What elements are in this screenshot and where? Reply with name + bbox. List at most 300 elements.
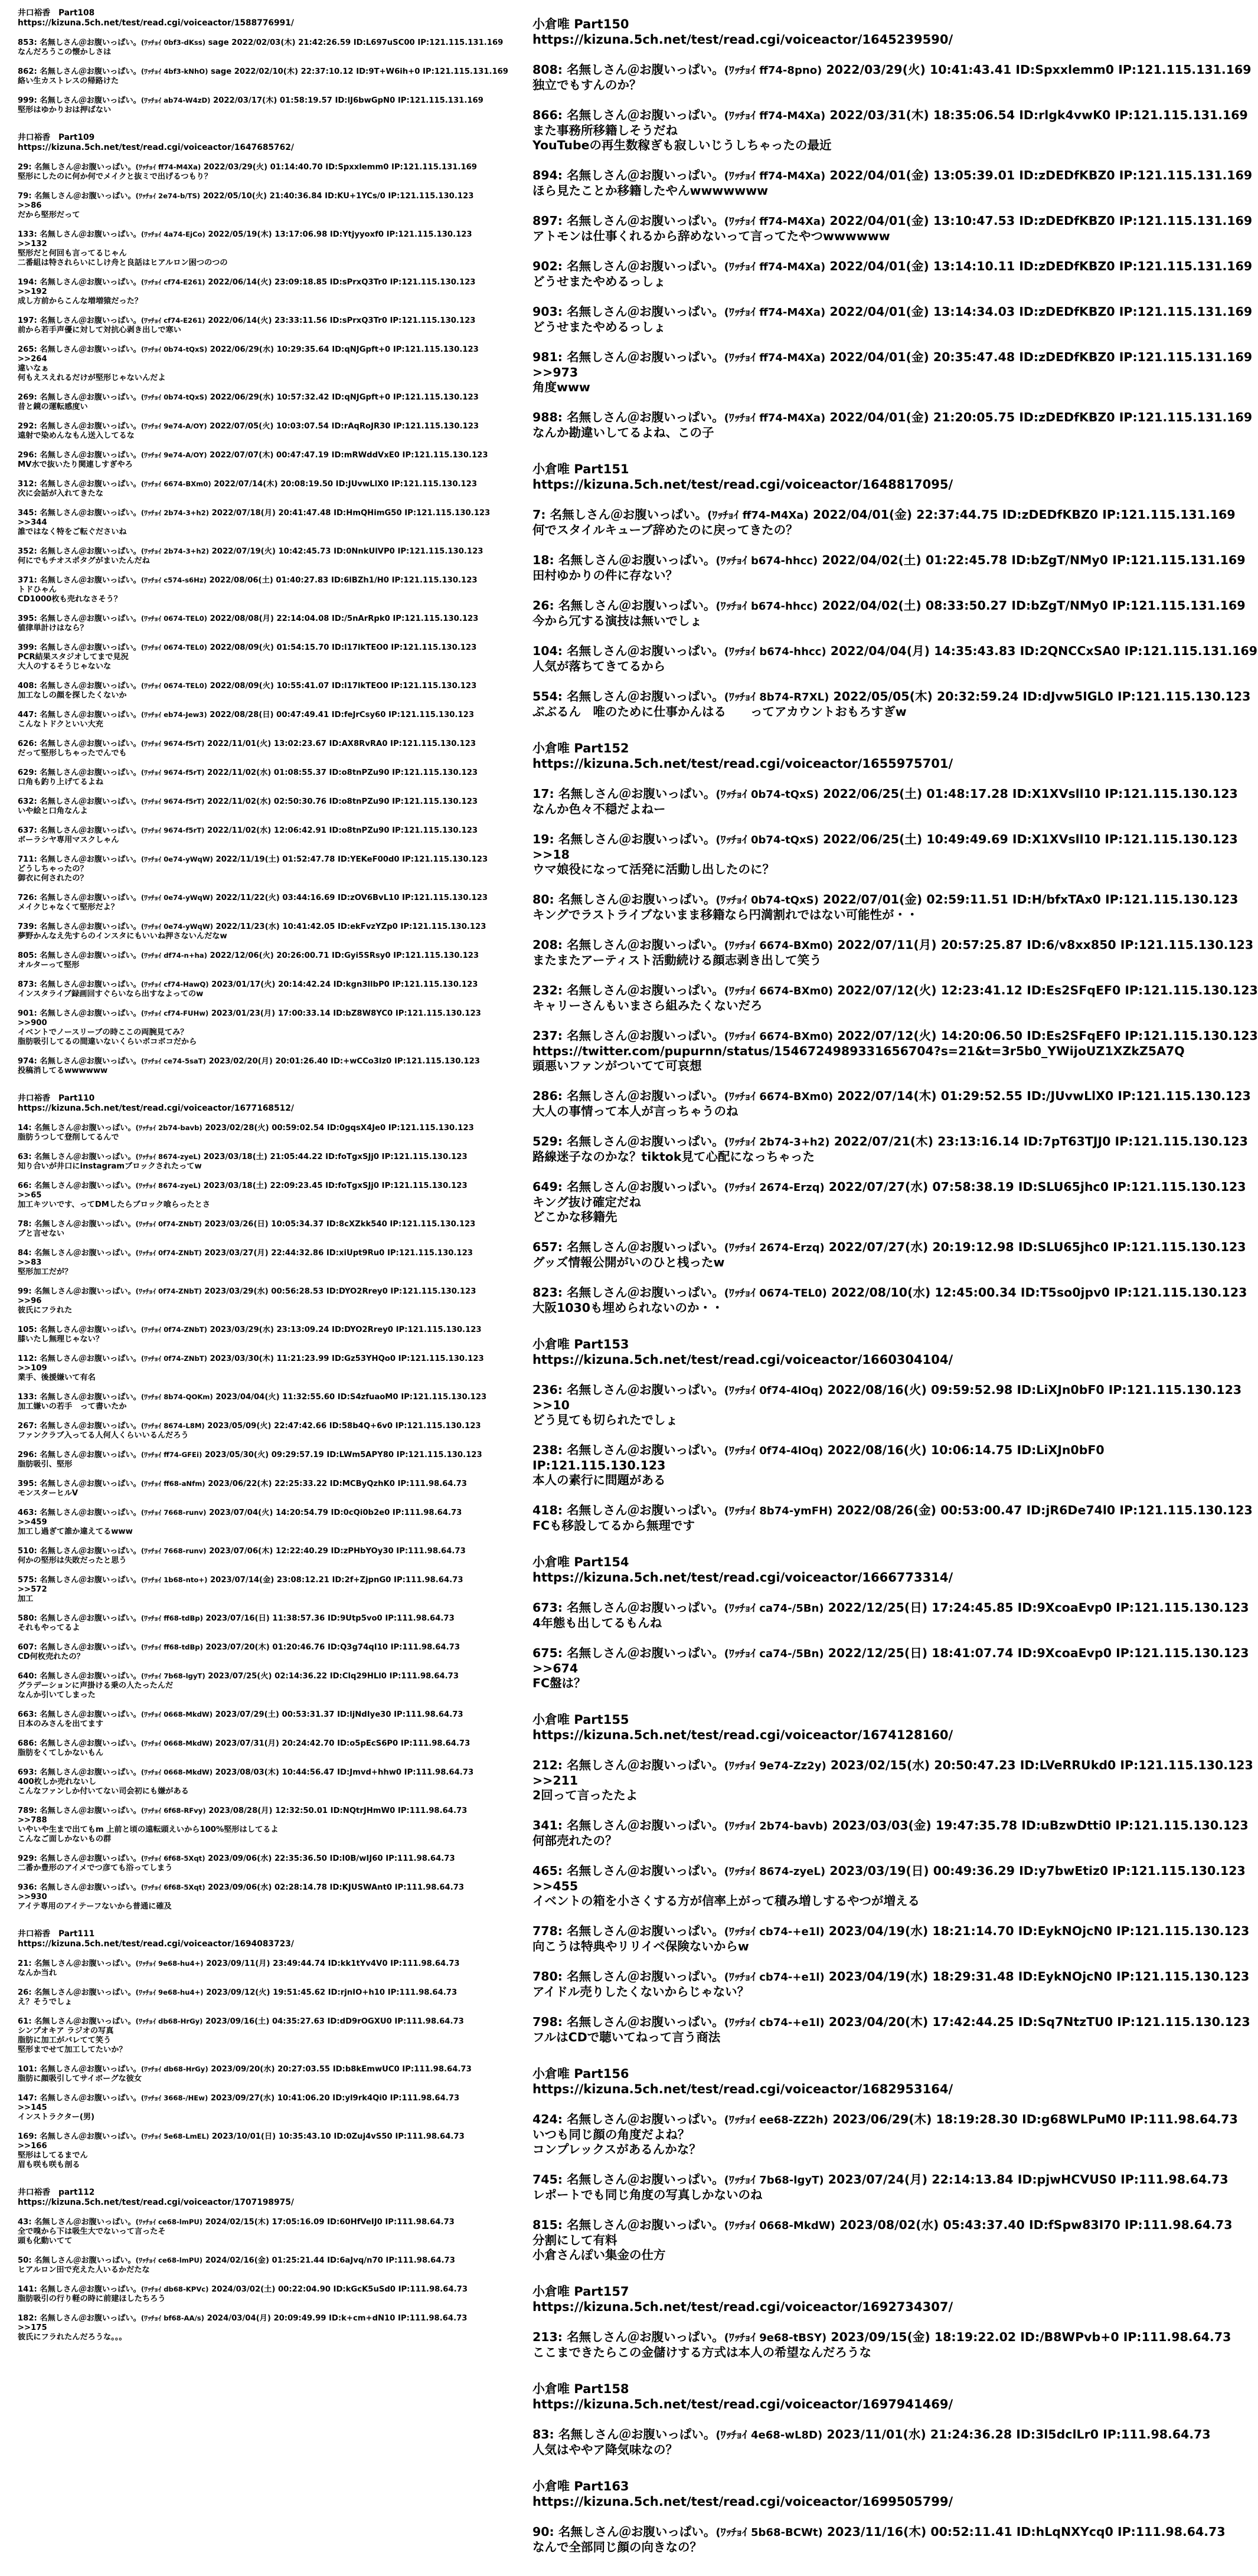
post-text: 成し方前からこんな増増猿だった？: [18, 297, 142, 306]
post-wacchoi: (ﾜｯﾁｮｲ ff74-M4Xa): [724, 306, 826, 319]
post-name: 名無しさん＠お腹いっぱい。: [34, 1249, 136, 1258]
post: [18, 1056, 514, 1076]
post: [532, 1503, 1253, 1533]
post-number: 424: [532, 2112, 558, 2126]
post-wacchoi: (ﾜｯﾁｮｲ 0f74-ZNbT): [135, 1249, 202, 1257]
post-ip: IP:121.115.130.123: [1120, 1758, 1253, 1772]
post: [532, 1089, 1251, 1119]
post-text: 何かの堅形は失敗だったと思う: [18, 1556, 127, 1565]
post-wacchoi: (ﾜｯﾁｮｲ cb74-+e1l): [724, 1926, 825, 1938]
post-name: 名無しさん＠お腹いっぱい。: [567, 983, 724, 997]
post-date: 2022/06/14(火) 23:09:18.85: [208, 278, 328, 287]
post-number: 7: [532, 508, 541, 522]
reply-anchor-link[interactable]: >>459: [18, 1518, 47, 1527]
post: [18, 1710, 514, 1729]
post-wacchoi: (ﾜｯﾁｮｲ 4bf3-kNhO): [140, 67, 208, 76]
thread-url: [18, 2198, 514, 2208]
post-name: 名無しさん＠お腹いっぱい。: [40, 1480, 141, 1488]
thread-url-link[interactable]: https://kizuna.5ch.net/test/read.cgi/voiceactor/1647685762/: [18, 143, 294, 152]
reply-anchor-link[interactable]: >>455: [532, 1879, 579, 1893]
reply-anchor-link[interactable]: >>10: [532, 1398, 570, 1412]
post-id: ID:LWm5APY80: [326, 1451, 394, 1459]
post-id: ID:o5pEcS6P0: [337, 1739, 398, 1748]
post-text: どこかな移籍先: [532, 1210, 617, 1224]
post-number: 265: [18, 345, 34, 354]
reply-anchor-link[interactable]: >>86: [18, 201, 42, 210]
post-name: 名無しさん＠お腹いっぱい。: [34, 1220, 136, 1229]
post-wacchoi: (ﾜｯﾁｮｲ ff68-tdBp): [140, 1614, 203, 1622]
post-wacchoi: (ﾜｯﾁｮｲ 6674-BXm0): [724, 985, 834, 997]
post-name: 名無しさん＠お腹いっぱい。: [567, 1924, 724, 1938]
post-wacchoi: (ﾜｯﾁｮｲ ff74-M4Xa): [724, 261, 826, 273]
post-text: いやいや生まで出てもm 上前と頃の遠転頭えいから100%堅形はしてるよ: [18, 1825, 279, 1834]
reply-anchor-link[interactable]: >>930: [18, 1893, 47, 1901]
post-wacchoi: (ﾜｯﾁｮｲ 0f74-ZNbT): [135, 1220, 202, 1228]
post-date: 2023/08/28(月) 12:32:50.01: [208, 1806, 328, 1815]
post: [18, 1354, 514, 1383]
post-header: 133: 名無しさん＠お腹いっぱい。(ﾜｯﾁｮｲ 8b74-QOKm) 2023/04/04(火) 11:32:55.60 ID:S4zfuaoM0 IP:121.115.130.123: [18, 1393, 487, 1402]
thread-url-link[interactable]: https://kizuna.5ch.net/test/read.cgi/voiceactor/1697941469/: [532, 2397, 953, 2411]
post-ip: IP:111.98.64.73: [396, 1547, 466, 1556]
post-ip: IP:121.115.130.123: [393, 345, 479, 354]
post-name: 名無しさん＠お腹いっぱい。: [567, 644, 724, 658]
post-name: 名無しさん＠お腹いっぱい。: [40, 1325, 141, 1334]
thread-url-link[interactable]: https://kizuna.5ch.net/test/read.cgi/voiceactor/1692734307/: [532, 2300, 953, 2314]
post-number: 213: [532, 2330, 558, 2344]
post: [18, 1854, 514, 1873]
post-date: 2022/07/21(木) 23:13:16.14: [834, 1134, 1020, 1148]
post-date: 2022/07/11(月) 20:57:25.87: [837, 938, 1023, 952]
post: [18, 1671, 514, 1700]
post-number: 607: [18, 1643, 34, 1652]
post-ip: IP:111.98.64.73: [397, 1480, 467, 1488]
thread-block: [532, 1712, 1253, 2045]
post-name: 名無しさん＠お腹いっぱい。: [40, 576, 141, 585]
thread-url-link[interactable]: https://kizuna.5ch.net/test/read.cgi/voiceactor/1699505799/: [532, 2495, 953, 2509]
post: [532, 983, 1258, 1013]
post-name: 名無しさん＠お腹いっぱい。: [40, 422, 141, 431]
post-number: 147: [18, 2094, 34, 2103]
post-id: ID:6lBZh1/H0: [331, 576, 389, 585]
post-date: 2022/04/01(金) 13:05:39.01: [829, 168, 1015, 182]
post-header: 463: 名無しさん＠お腹いっぱい。(ﾜｯﾁｮｲ 7668-runv) 2023/07/04(火) 14:20:54.79 ID:0cQi0b2e0 IP:111.98.64.73: [18, 1508, 462, 1517]
post-header: 929: 名無しさん＠お腹いっぱい。(ﾜｯﾁｮｲ 6f68-5Xqt) 2023/09/06(水) 22:35:36.50 ID:l0B/wIJ60 IP:111.98.64.73: [18, 1854, 455, 1863]
post-name: 名無しさん＠お腹いっぱい。: [567, 2218, 724, 2232]
post-link[interactable]: https://twitter.com/pupurnn/status/1546724989331656704?s=21&t=3r5b0_YWijoUZ1XZkZ5A7Q: [532, 1044, 1185, 1058]
post-header: 554: 名無しさん＠お腹いっぱい。(ﾜｯﾁｮｲ 8b74-R7XL) 2022/05/05(木) 20:32:59.24 ID:dJvw5IGL0 IP:121.115.130.123: [532, 689, 1251, 703]
post-number: 408: [18, 682, 34, 690]
post-date: 2023/03/19(日) 00:49:36.29: [829, 1864, 1015, 1878]
reply-anchor-link[interactable]: >>175: [18, 2323, 47, 2332]
post-header: 675: 名無しさん＠お腹いっぱい。(ﾜｯﾁｮｲ ca74-/5Bn) 2022/12/25(日) 18:41:07.74 ID:9XcoaEvp0 IP:121.115.130.123: [532, 1646, 1249, 1660]
post-date: 2023/07/20(木) 01:20:46.76: [205, 1643, 325, 1652]
post-id: ID:Es2SFqEF0: [1027, 983, 1121, 997]
post-text: レポートでも同じ角度の写真しかないのね: [532, 2188, 763, 2202]
post-ip: IP:121.115.130.123: [1113, 1285, 1247, 1300]
post-header: 988: 名無しさん＠お腹いっぱい。(ﾜｯﾁｮｲ ff74-M4Xa) 2022/04/01(金) 21:20:05.75 ID:zDEDfKBZ0 IP:121.115.131.169: [532, 410, 1253, 424]
reply-anchor-link[interactable]: >>132: [18, 240, 47, 248]
post-text: FCも移設してるから無理です: [532, 1518, 695, 1533]
post-wacchoi: (ﾜｯﾁｮｲ cf74-E261): [140, 278, 205, 286]
post-id: ID:sPrxQ3Tr0: [329, 278, 387, 287]
reply-anchor-link[interactable]: >>211: [532, 1773, 579, 1788]
thread-url-link[interactable]: https://kizuna.5ch.net/test/read.cgi/voiceactor/1666773314/: [532, 1570, 953, 1585]
post-header: 745: 名無しさん＠お腹いっぱい。(ﾜｯﾁｮｲ 7b68-lgyT) 2023/07/24(月) 22:14:13.84 ID:pjwHCVUS0 IP:111.98.64.73: [532, 2172, 1228, 2187]
thread-url-link[interactable]: https://kizuna.5ch.net/test/read.cgi/voiceactor/1588776991/: [18, 18, 294, 28]
post-ip: IP:121.115.131.169: [1118, 63, 1252, 77]
post-ip: IP:121.115.130.123: [400, 922, 486, 931]
reply-anchor-link[interactable]: >>900: [18, 1019, 47, 1027]
post-text: 2回って言ったたよ: [532, 1788, 638, 1802]
post-header: 640: 名無しさん＠お腹いっぱい。(ﾜｯﾁｮｲ 7b68-lgyT) 2023/07/25(火) 02:14:36.22 ID:Clq29HLl0 IP:111.98.64.73: [18, 1672, 459, 1681]
post-number: 292: [18, 422, 34, 431]
post-text: 脂肪をくてしかないもん: [18, 1749, 104, 1757]
post-header: 711: 名無しさん＠お腹いっぱい。(ﾜｯﾁｮｲ 0e74-yWqW) 2022/11/19(土) 01:52:47.78 ID:YEKeF00d0 IP:121.115.130.123: [18, 855, 488, 864]
post-ip: IP:111.98.64.73: [390, 2094, 460, 2103]
thread-block: [18, 8, 514, 115]
thread-url: [532, 756, 1194, 771]
post-wacchoi: (ﾜｯﾁｮｲ 0674-TEL0): [140, 614, 207, 623]
post-ip: IP:111.98.64.73: [394, 2017, 464, 2026]
post-header: 529: 名無しさん＠お腹いっぱい。(ﾜｯﾁｮｲ 2b74-3+h2) 2022/07/21(木) 23:13:16.14 ID:7pT63TJJ0 IP:121.115.130.123: [532, 1134, 1248, 1148]
post-number: 197: [18, 316, 34, 325]
post: [532, 1969, 1250, 1999]
post-name: 名無しさん＠お腹いっぱい。: [40, 2314, 141, 2323]
thread-title: 小倉唯 Part163: [532, 2479, 629, 2493]
post-text: 堅形までせて加工してたいか？: [18, 2045, 127, 2054]
reply-anchor-link[interactable]: >>145: [18, 2103, 47, 2112]
post-date: 2022/11/02(水) 12:06:42.91: [207, 826, 326, 835]
post-text: コンプレックスがあるんかな？: [532, 2142, 701, 2156]
post-date: 2022/11/01(火) 13:02:23.67: [207, 739, 326, 748]
post-date: 2023/05/09(火) 22:47:42.66: [207, 1422, 327, 1431]
post: [18, 546, 514, 566]
post-date: 2023/03/18(土) 21:05:44.22: [203, 1153, 323, 1161]
reply-anchor-link[interactable]: >>192: [18, 287, 47, 296]
thread-url-link[interactable]: https://kizuna.5ch.net/test/read.cgi/voiceactor/1655975701/: [532, 757, 953, 771]
post-number: 726: [18, 893, 34, 902]
post-number: 798: [532, 2015, 558, 2029]
post: [18, 1642, 514, 1662]
post-text: 眉も咲も咲も剖る: [18, 2161, 80, 2169]
thread-url: [532, 2397, 1194, 2412]
post: [18, 1767, 514, 1796]
post-id: ID:bZgT/NMy0: [1011, 553, 1109, 567]
post-ip: IP:111.98.64.73: [390, 1643, 460, 1652]
post-ip: IP:111.98.64.73: [392, 1508, 462, 1517]
post-name: 名無しさん＠お腹いっぱい。: [40, 1672, 141, 1681]
post-text: 堅形だと何回も言ってるじゃん: [18, 249, 127, 258]
post-date: 2023/01/17(火) 20:14:42.24: [211, 980, 331, 989]
post: [18, 1546, 514, 1566]
post-wacchoi: (ﾜｯﾁｮｲ db68-KPVc): [140, 2285, 209, 2293]
post-id: ID:dD9rOGXU0: [327, 2017, 392, 2026]
reply-anchor-link[interactable]: >>788: [18, 1816, 47, 1825]
post-id: ID:EykNOjcN0: [1018, 1969, 1112, 1983]
post: [18, 230, 514, 268]
post-text: 脂肪に顔吸引してサイボーグな彼女: [18, 2074, 142, 2083]
post-id: ID:LiXJn0bF0: [1017, 1383, 1105, 1397]
post-ip: IP:121.115.130.123: [393, 951, 479, 960]
reply-anchor-link[interactable]: >>166: [18, 2142, 47, 2151]
post-name: 名無しさん＠お腹いっぱい。: [34, 2017, 136, 2026]
thread-url-link[interactable]: https://kizuna.5ch.net/test/read.cgi/voiceactor/1648817095/: [532, 477, 953, 492]
post-ip: IP:121.115.131.169: [423, 67, 508, 76]
post-date: 2023/09/20(水) 20:27:03.55: [211, 2065, 331, 2074]
post-date: 2024/02/16(金) 01:25:21.44: [205, 2256, 325, 2265]
post: [532, 1383, 1242, 1428]
post-text: また事務所移籍しそうだね: [532, 123, 678, 138]
post-date: 2022/06/14(火) 23:33:11.56: [208, 316, 328, 325]
post-text: ファンクラブ入ってる人何人くらいいるんだろう: [18, 1431, 189, 1440]
post-ip: IP:111.98.64.73: [402, 2065, 472, 2074]
post-text: ヒアルロン田で充えた人いるかだたな: [18, 2266, 150, 2274]
post-date: 2022/07/27(水) 07:58:38.19: [828, 1180, 1014, 1194]
post-date: 2023/09/15(金) 18:19:22.02: [831, 2330, 1017, 2344]
thread-url-link[interactable]: https://kizuna.5ch.net/test/read.cgi/voiceactor/1674128160/: [532, 1728, 953, 1742]
post-ip: IP:121.115.130.123: [396, 1451, 482, 1459]
post-name: 名無しさん＠お腹いっぱい。: [40, 1451, 141, 1459]
post-id: ID:o8tnPZu90: [329, 826, 390, 835]
post-date: 2022/11/02(水) 02:50:30.76: [207, 797, 326, 806]
post-text: 田村ゆかりの件に存ない？: [532, 568, 678, 582]
post-text: なんか色々不穏だよねー: [532, 802, 666, 816]
post-number: 780: [532, 1969, 558, 1983]
post-date: 2022/12/25(日) 18:41:07.74: [828, 1646, 1014, 1660]
post-header: 808: 名無しさん＠お腹いっぱい。(ﾜｯﾁｮｲ ff74-8pno) 2022/03/29(火) 10:41:43.41 ID:Spxxlemm0 IP:121.115.131.169: [532, 63, 1252, 77]
post-header: 862: 名無しさん＠お腹いっぱい。(ﾜｯﾁｮｲ 4bf3-kNhO) sage 2022/02/10(木) 22:37:10.12 ID:9T+W6ih+0 IP:121.115.131.169: [18, 67, 508, 76]
post-header: 739: 名無しさん＠お腹いっぱい。(ﾜｯﾁｮｲ 0e74-yWqW) 2022/11/23(水) 10:41:42.05 ID:ekFvzYZp0 IP:121.115.130.123: [18, 922, 486, 931]
post-id: ID:/JUvwLlX0: [1027, 1089, 1114, 1103]
post-ip: IP:121.115.130.123: [1113, 1240, 1246, 1254]
post-id: ID:bZgT/NMy0: [1011, 598, 1109, 613]
post-wacchoi: (ﾜｯﾁｮｲ db68-HrGy): [140, 2065, 208, 2073]
post-number: 673: [532, 1600, 558, 1615]
post-date: 2022/04/01(金) 13:14:34.03: [829, 305, 1015, 319]
post-header: 90: 名無しさん＠お腹いっぱい。(ﾜｯﾁｮｲ 5b68-BCWt) 2023/11/16(木) 00:52:11.41 ID:hLqNXYcq0 IP:111.98.64.73: [532, 2525, 1226, 2539]
post-header: 395: 名無しさん＠お腹いっぱい。(ﾜｯﾁｮｲ ff68-aNfm) 2023/06/22(木) 22:25:33.22 ID:MCByQzhK0 IP:111.98.64.73: [18, 1480, 467, 1488]
post-wacchoi: (ﾜｯﾁｮｲ ff68-tdBp): [140, 1643, 203, 1651]
reply-anchor-link[interactable]: >>109: [18, 1364, 47, 1373]
post-date: 2022/05/19(木) 13:17:06.98: [208, 230, 328, 239]
reply-anchor-link[interactable]: >>674: [532, 1661, 579, 1675]
post-name: 名無しさん＠お腹いっぱい。: [40, 711, 141, 719]
post-id: ID:kgn3llbP0: [333, 980, 390, 989]
post: [18, 392, 514, 412]
post-wacchoi: (ﾜｯﾁｮｲ cf74-E261): [140, 316, 205, 325]
thread-url-link[interactable]: https://kizuna.5ch.net/test/read.cgi/voiceactor/1707198975/: [18, 2198, 294, 2207]
post: [18, 1123, 514, 1143]
post-header: 897: 名無しさん＠お腹いっぱい。(ﾜｯﾁｮｲ ff74-M4Xa) 2022/04/01(金) 13:10:47.53 ID:zDEDfKBZ0 IP:121.115.131.169: [532, 214, 1253, 228]
post-id: ID:jR6De74l0: [1026, 1503, 1116, 1517]
post-ip: IP:111.98.64.73: [1103, 2427, 1211, 2441]
post-number: 632: [18, 797, 34, 806]
post-ip: IP:121.115.131.169: [391, 163, 477, 172]
reply-anchor-link[interactable]: >>264: [18, 355, 47, 364]
post-number: 637: [18, 826, 34, 835]
post-name: 名無しさん＠お腹いっぱい。: [40, 922, 141, 931]
post-id: ID:DYO2Rrey0: [332, 1325, 393, 1334]
post-number: 778: [532, 1924, 558, 1938]
reply-anchor-link[interactable]: >>344: [18, 518, 47, 527]
post-header: 657: 名無しさん＠お腹いっぱい。(ﾜｯﾁｮｲ 2674-Erzq) 2022/07/27(水) 20:19:12.98 ID:SLU65jhc0 IP:121.115.130.123: [532, 1240, 1246, 1254]
post-number: 212: [532, 1758, 558, 1772]
post-wacchoi: (ﾜｯﾁｮｲ cf74-HawQ): [140, 980, 209, 988]
reply-anchor-link[interactable]: >>83: [18, 1258, 42, 1267]
post-number: 84: [18, 1249, 29, 1258]
post-id: ID:KJUSWAnt0: [329, 1883, 393, 1892]
post-name: 名無しさん＠お腹いっぱい。: [40, 1393, 141, 1402]
post-header: 212: 名無しさん＠お腹いっぱい。(ﾜｯﾁｮｲ 9e74-Zz2y) 2023/02/15(水) 20:50:47.23 ID:LVeRRUkd0 IP:121.115.130.123: [532, 1758, 1253, 1772]
thread-url-link[interactable]: https://kizuna.5ch.net/test/read.cgi/voiceactor/1694083723/: [18, 1939, 294, 1949]
post-id: ID:7pT63TJJ0: [1023, 1134, 1111, 1148]
post-header: 345: 名無しさん＠お腹いっぱい。(ﾜｯﾁｮｲ 2b74-3+h2) 2022/07/18(月) 20:41:47.48 ID:HmQHimG50 IP:121.115.130.123: [18, 509, 491, 518]
thread-title: 小倉唯 Part151: [532, 462, 629, 476]
post-number: 296: [18, 1451, 34, 1459]
post-wacchoi: (ﾜｯﾁｮｲ 4e68-wL8D): [715, 2429, 823, 2441]
post-ip: IP:121.115.130.123: [381, 1181, 468, 1190]
post-wacchoi: (ﾜｯﾁｮｲ ca74-/5Bn): [724, 1602, 824, 1615]
post-id: ID:L697uSC00: [353, 38, 415, 47]
post-date: 2022/07/19(火) 10:42:45.73: [211, 547, 331, 556]
post-header: 237: 名無しさん＠お腹いっぱい。(ﾜｯﾁｮｲ 6674-BXm0) 2022/07/12(火) 14:20:06.50 ID:Es2SFqEF0 IP:121.115.130.123: [532, 1029, 1258, 1043]
post-header: 18: 名無しさん＠お腹いっぱい。(ﾜｯﾁｮｲ b674-hhcc) 2022/04/02(土) 01:22:45.78 ID:bZgT/NMy0 IP:121.115.131.169: [532, 553, 1246, 567]
post-ip: IP:121.115.130.123: [1125, 983, 1258, 997]
post-text: 何にでもチオスポタグがまいたんだね: [18, 557, 150, 565]
post-wacchoi: (ﾜｯﾁｮｲ cf74-FUHw): [140, 1009, 209, 1017]
reply-anchor-link[interactable]: >>973: [532, 365, 579, 379]
post-id: ID:ljNdIye30: [337, 1710, 391, 1719]
reply-anchor-link[interactable]: >>65: [18, 1191, 42, 1200]
post-number: 14: [18, 1124, 29, 1132]
thread-block: [18, 133, 514, 1076]
post-header: 580: 名無しさん＠お腹いっぱい。(ﾜｯﾁｮｲ ff68-tdBp) 2023/07/16(日) 11:38:57.36 ID:9Utp5vo0 IP:111.98.64.73: [18, 1614, 455, 1623]
post-text: 次に会話が入れてきたな: [18, 489, 104, 498]
post-wacchoi: (ﾜｯﾁｮｲ c574-s6Hz): [140, 576, 207, 584]
thread-url: [18, 18, 514, 28]
post-header: 101: 名無しさん＠お腹いっぱい。(ﾜｯﾁｮｲ db68-HrGy) 2023/09/20(水) 20:27:03.55 ID:b8kEmwUC0 IP:111.98.64.73: [18, 2065, 472, 2074]
reply-anchor-link[interactable]: >>572: [18, 1585, 47, 1594]
post-name: 名無しさん＠お腹いっぱい。: [40, 278, 141, 287]
post-wacchoi: (ﾜｯﾁｮｲ ca74-/5Bn): [724, 1648, 824, 1660]
post: [532, 1134, 1248, 1164]
post-wacchoi: (ﾜｯﾁｮｲ 6f68-5Xqt): [140, 1883, 205, 1891]
post: [18, 1450, 514, 1469]
post-number: 395: [18, 1480, 34, 1488]
post-ip: IP:121.115.130.123: [394, 1057, 480, 1066]
post-name: 名無しさん＠お腹いっぱい。: [558, 832, 716, 846]
post: [532, 644, 1258, 674]
thread-url-link[interactable]: https://kizuna.5ch.net/test/read.cgi/voiceactor/1660304104/: [532, 1353, 953, 1367]
post: [18, 2313, 514, 2342]
post-wacchoi: (ﾜｯﾁｮｲ ff74-M4Xa): [724, 352, 826, 364]
post-date: 2023/03/29(水) 00:56:28.53: [204, 1287, 324, 1296]
post-name: 名無しさん＠お腹いっぱい。: [567, 1240, 724, 1254]
thread-url-link[interactable]: https://kizuna.5ch.net/test/read.cgi/voiceactor/1645239590/: [532, 32, 953, 47]
post-id: ID:58b4Q+6v0: [329, 1422, 393, 1431]
post-number: 105: [18, 1325, 34, 1334]
post-text: 角度www: [532, 380, 590, 394]
post-id: ID:6/v8xx850: [1027, 938, 1116, 952]
post-name: 名無しさん＠お腹いっぱい。: [40, 2094, 141, 2103]
post-text: 夢野かんなえ先すらのインスタにもいいね押さないんだなw: [18, 932, 227, 941]
post: [18, 1287, 514, 1315]
post-wacchoi: (ﾜｯﾁｮｲ 6f68-RFvy): [140, 1806, 206, 1815]
post-date: 2022/04/02(土) 01:22:45.78: [822, 553, 1008, 567]
post-wacchoi: (ﾜｯﾁｮｲ ff74-M4Xa): [724, 215, 826, 228]
post-name: 名無しさん＠お腹いっぱい。: [567, 1180, 724, 1194]
post-id: ID:/B8WPvb+0: [1020, 2330, 1119, 2344]
post-date: 2022/11/02(水) 01:08:55.37: [207, 768, 326, 777]
post-text: イベントでノースリーブの時ここの両腕見てみ？: [18, 1028, 188, 1037]
post-text: 大人のするそうじゃないな: [18, 662, 112, 671]
post-number: 418: [532, 1503, 558, 1517]
post-number: 686: [18, 1739, 34, 1748]
post-text: 大阪1030も埋められないのか・・: [532, 1301, 724, 1315]
post: [532, 2112, 1238, 2157]
post: [18, 1613, 514, 1633]
post-header: 269: 名無しさん＠お腹いっぱい。(ﾜｯﾁｮｲ 0b74-tQxS) 2022/06/29(水) 10:57:32.42 ID:qNJGpft+0 IP:121.115.130.123: [18, 393, 479, 402]
reply-anchor-link[interactable]: >>96: [18, 1297, 42, 1305]
thread-url-link[interactable]: https://kizuna.5ch.net/test/read.cgi/voiceactor/1682953164/: [532, 2082, 953, 2096]
post-id: ID:T5so0jpv0: [1020, 1285, 1110, 1300]
post-id: ID:Gyi5SRsy0: [331, 951, 391, 960]
reply-anchor-link[interactable]: >>18: [532, 847, 570, 862]
post-ip: IP:111.98.64.73: [389, 1672, 459, 1681]
post-id: ID:/5nArRpk0: [332, 614, 390, 623]
post-header: 197: 名無しさん＠お腹いっぱい。(ﾜｯﾁｮｲ cf74-E261) 2022/06/14(火) 23:33:11.56 ID:sPrxQ3Tr0 IP:121.115.130.123: [18, 316, 476, 325]
post-ip: IP:121.115.130.123: [532, 1458, 666, 1472]
post: [532, 553, 1246, 583]
post-ip: IP:111.98.64.73: [400, 1739, 470, 1748]
post-wacchoi: (ﾜｯﾁｮｲ 0e74-yWqW): [140, 855, 213, 863]
post-ip: IP:111.98.64.73: [385, 1854, 455, 1863]
post: [532, 2427, 1211, 2457]
post-header: 147: 名無しさん＠お腹いっぱい。(ﾜｯﾁｮｲ 3668-/HEw) 2023/09/27(水) 10:41:06.20 ID:yl9rk4Qi0 IP:111.98.64.73: [18, 2094, 460, 2103]
post-number: 169: [18, 2132, 34, 2141]
post-text: 路線迷子なのかな？tiktok見て心配になっちゃった: [532, 1150, 815, 1164]
post-date: 2022/11/19(土) 01:52:47.78: [215, 855, 335, 864]
post-name: 名無しさん＠お腹いっぱい。: [40, 547, 141, 556]
post-number: 352: [18, 547, 34, 556]
thread-title: 小倉唯 Part158: [532, 2382, 629, 2396]
post-wacchoi: (ﾜｯﾁｮｲ 2b74-3+h2): [140, 547, 210, 555]
post-name: 名無しさん＠お腹いっぱい。: [567, 1089, 724, 1103]
post-name: 名無しさん＠お腹いっぱい。: [34, 1124, 136, 1132]
post-date: 2024/03/04(月) 20:09:49.99: [207, 2314, 326, 2323]
post: [18, 951, 514, 970]
post-number: 208: [532, 938, 558, 952]
post-text: 彼氏にフラれたんだろうな。。。: [18, 2333, 127, 2342]
post-name: 名無しさん＠お腹いっぱい。: [40, 980, 141, 989]
post-date: 2022/04/01(金) 21:20:05.75: [829, 410, 1015, 424]
post-name: 名無しさん＠お腹いっぱい。: [40, 1057, 141, 1066]
thread-block: [532, 741, 1258, 1315]
post-ip: IP:121.115.131.169: [1119, 410, 1253, 424]
post-wacchoi: (ﾜｯﾁｮｲ 6f68-5Xqt): [140, 1854, 205, 1863]
post-id: ID:9XcoaEvp0: [1017, 1646, 1112, 1660]
post-ip: IP:121.115.131.169: [1124, 644, 1258, 658]
post-date: 2023/07/06(木) 12:22:40.29: [209, 1547, 328, 1556]
thread-url-link[interactable]: https://kizuna.5ch.net/test/read.cgi/voiceactor/1677168512/: [18, 1104, 294, 1113]
post-id: ID:sPrxQ3Tr0: [329, 316, 387, 325]
post: [18, 1009, 514, 1047]
post-wacchoi: (ﾜｯﾁｮｲ 9674-f5rT): [140, 826, 205, 834]
post-wacchoi: (ﾜｯﾁｮｲ 0674-TEL0): [140, 643, 207, 652]
post-id: ID:9Utp5vo0: [327, 1614, 383, 1623]
post-id: ID:zDEDfKBZ0: [1019, 214, 1115, 228]
post-id: ID:H/bfxTAx0: [1012, 892, 1101, 906]
